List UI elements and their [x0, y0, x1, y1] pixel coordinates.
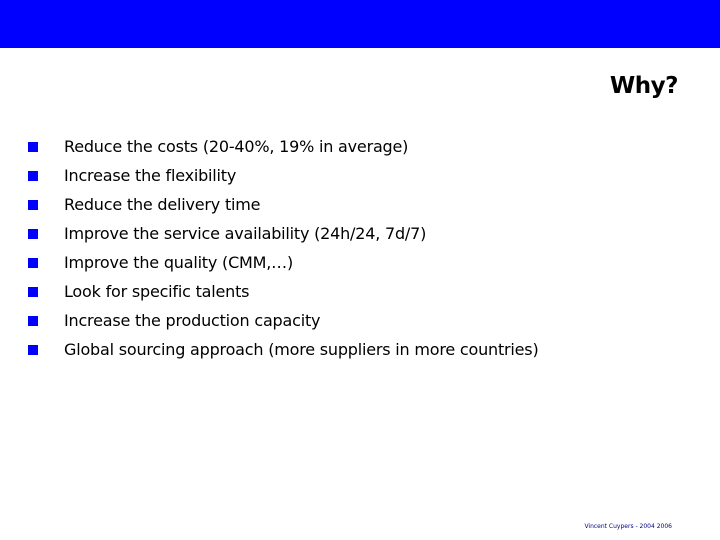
bullet-item	[28, 191, 539, 220]
bullet-text: Reduce the delivery time	[64, 195, 261, 215]
bullet-item	[28, 249, 539, 278]
square-bullet-icon	[28, 171, 38, 181]
square-bullet-icon	[28, 229, 38, 239]
bullet-text: Improve the service availability (24h/24, 7d/7)	[64, 224, 427, 244]
bullet-item	[28, 335, 539, 364]
square-bullet-icon	[28, 287, 38, 297]
header-bar	[0, 0, 720, 48]
square-bullet-icon	[28, 258, 38, 268]
bullet-item	[28, 220, 539, 249]
square-bullet-icon	[28, 316, 38, 326]
bullet-text: Improve the quality (CMM,…)	[64, 253, 293, 272]
bullet-text: Increase the flexibility	[64, 166, 237, 186]
footer-credit: Vincent Cuypers - 2004 2006	[584, 523, 672, 530]
slide-title: Why?	[609, 73, 678, 99]
bullet-item	[28, 133, 539, 162]
bullet-text: Global sourcing approach (more suppliers in more countries)	[64, 339, 539, 359]
square-bullet-icon	[28, 200, 38, 210]
bullet-text: Look for specific talents	[64, 281, 250, 301]
bullet-item	[28, 162, 539, 191]
bullet-text: Reduce the costs (20-40%, 19% in average)	[64, 137, 409, 157]
bullet-item	[28, 306, 539, 335]
square-bullet-icon	[28, 345, 38, 355]
bullet-list	[28, 133, 539, 364]
bullet-item	[28, 277, 539, 306]
bullet-text: Increase the production capacity	[64, 310, 321, 330]
square-bullet-icon	[28, 142, 38, 152]
